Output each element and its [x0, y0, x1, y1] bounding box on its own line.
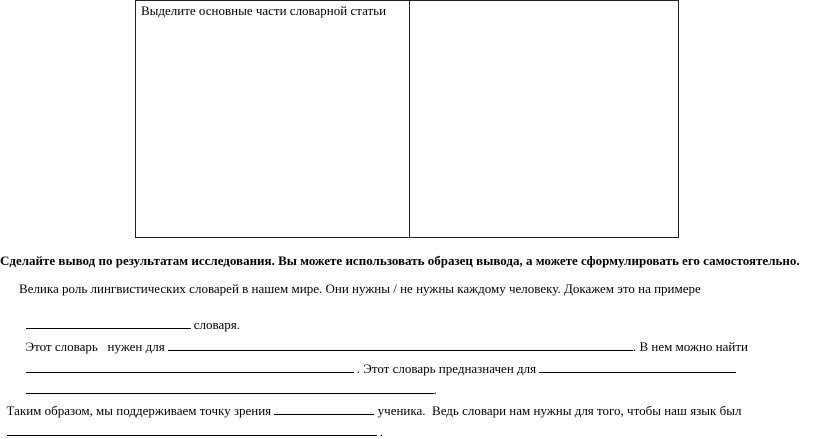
conclusion-line-7 — [0, 409, 383, 439]
table-cell-answer[interactable] — [410, 1, 678, 237]
line-2-suffix: словаря. — [190, 317, 240, 332]
blank-audience[interactable] — [539, 361, 736, 373]
conclusion-line-1: Велика роль лингвистических словарей в нашем мире. Они нужны / не нужны каждому человеку. Докажем это на примере — [19, 281, 701, 296]
line-6-bold: нам нужны для того, чтобы наш язык был — [509, 403, 742, 418]
table-cell-instruction — [136, 1, 410, 237]
line-5-suffix: . — [433, 382, 437, 397]
line-6-prefix: Таким образом, мы поддерживаем точку зрения — [6, 403, 275, 418]
line-3-suffix: . В нем можно найти — [632, 339, 748, 354]
line-3-prefix: Этот словарь нужен для — [25, 339, 168, 354]
task-table — [135, 0, 679, 238]
blank-language-quality[interactable] — [7, 424, 377, 436]
instruction-text: Выделите основные части словарной статьи — [141, 3, 387, 18]
conclusion-heading: Сделайте вывод по результатам исследования. Вы можете использовать образец вывода, а можете сформулировать его самостоятельно. — [0, 253, 800, 268]
line-7-suffix: . — [376, 424, 383, 439]
line-4-middle: . Этот словарь предназначен для — [353, 361, 540, 376]
line-6-middle: ученика. Ведь словари — [374, 403, 510, 418]
